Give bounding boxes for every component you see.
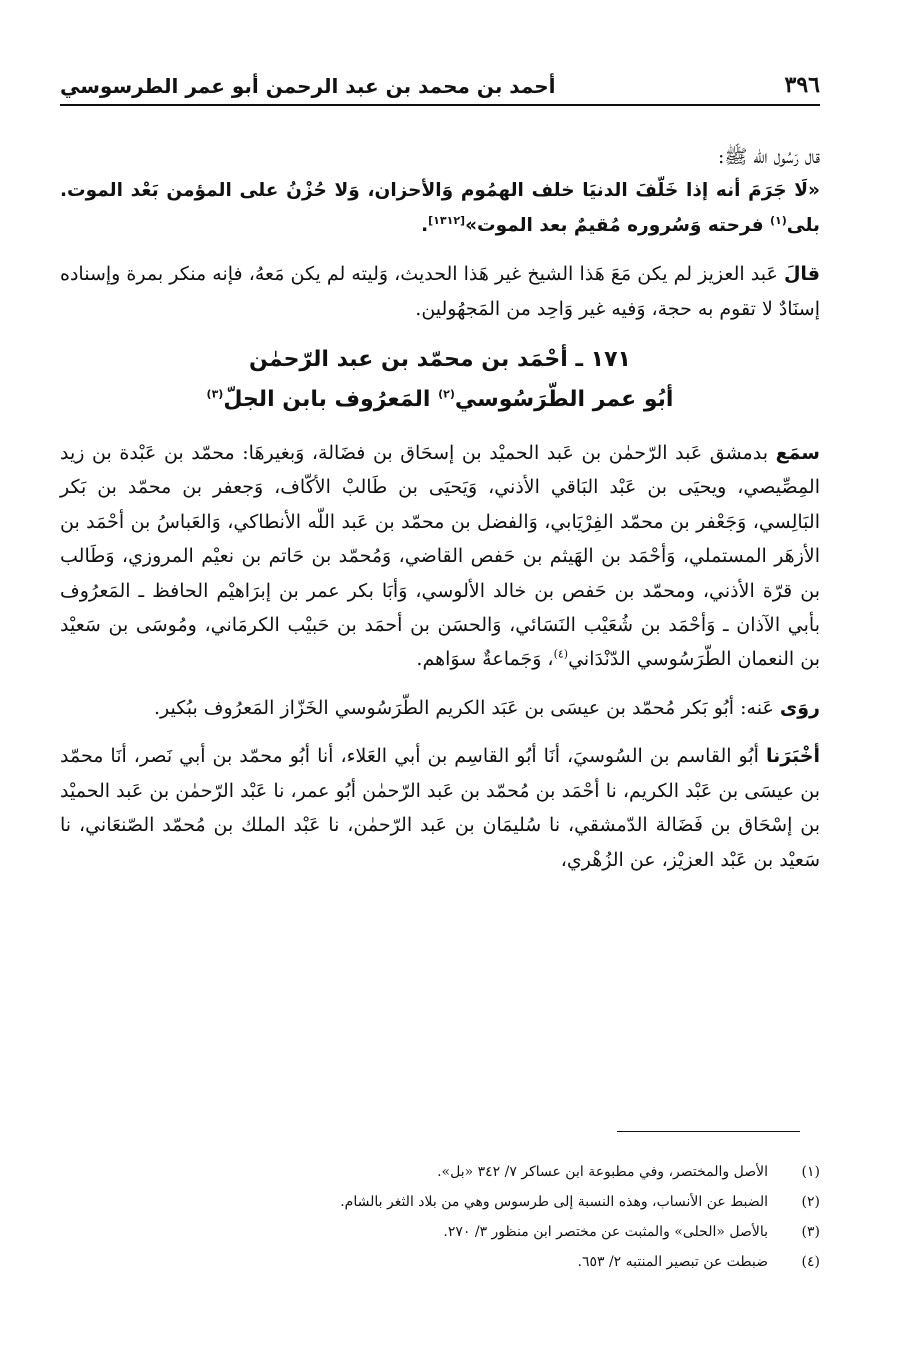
- isnad-text: أبُو القاسم بن السُوسيَ، أنَا أبُو القاسِم بن أبي العَلاء، أنا أبُو محمّد بن أبي نَصر، أنَا محمّد بن عيسَى بن عَبْد الكريم، نا أحْمَد بن مُحمّد بن عَبد الرّحمٰن أبُو عمر، نا عَبْد الرّحمٰن بن عَبد الحميْد بن إسْحَاق بن فَضَالة الدّمشقي، نا سُليمَان بن عَبد الرّحمٰن، نا عَبْد الملك بن مُحمّد الصّنعَاني، نا سَعيْد بن عَبْد العزيْز، عن الزُهْري،: [60, 745, 820, 871]
- hadith-text-part2: فرحته وَسُروره مُقيمٌ بعد الموت»: [465, 214, 770, 236]
- footnote-number: (٣): [801, 1224, 820, 1240]
- footnote-text: الأصل والمختصر، وفي مطبوعة ابن عساكر ٧/ ٣٤٢ «بل».: [437, 1164, 768, 1180]
- footnote-ref-1: (١): [770, 213, 787, 227]
- footnote: [60, 1247, 820, 1277]
- footnote-number: (٢): [801, 1194, 820, 1210]
- comment-text: عَبد العزيز لم يكن مَعَ هَذا الشيخ غير هَذا الحديث، وَليته لم يكن مَعهُ، فإنه منكر بمرة وإسناده إسنَادٌ لا تقوم به حجة، وَفيه غير وَاحِد من المَجهُولين.: [60, 263, 820, 320]
- main-text: [60, 140, 820, 877]
- hadith-text-part1: «لَا جَرَمَ أنه إذا خَلّفَ الدنيَا خلف الهمُوم وَالأحزان، وَلا حُزْنُ على المؤمن بَعْد الموت. بلى: [60, 180, 820, 236]
- footnote-number: (٤): [801, 1254, 820, 1270]
- isnad-keyword: أخْبَرَنا: [765, 745, 820, 768]
- footnote: [60, 1217, 820, 1247]
- footnote-ref-2: (٢): [438, 387, 455, 401]
- entry-heading-line2: [60, 380, 820, 420]
- comment-paragraph: [60, 257, 820, 326]
- entry-heading-laqab: المَعرُوف بابن الجلّ: [223, 387, 439, 413]
- heard-paragraph: [60, 436, 820, 677]
- heard-text-part2: ، وَجَماعةٌ سوَاهم.: [416, 648, 554, 671]
- hadith-intro: قال رَسُول الله ﷺ:: [717, 146, 820, 168]
- footnote-text: ضبطت عن تبصير المنتبه ٢/ ٦٥٣.: [577, 1254, 768, 1270]
- footnote-ref-4: (٤): [553, 648, 569, 662]
- footnote-text: بالأصل «الحلى» والمثبت عن مختصر ابن منظور ٣/ ٢٧٠.: [443, 1224, 768, 1240]
- narrated-keyword: روَى: [779, 696, 820, 719]
- narrated-paragraph: [60, 691, 820, 725]
- narrated-text: عَنه: أبُو بَكر مُحمّد بن عيسَى بن عَبَد الكريم الطّرَسُوسي الخَزّاز المَعرُوف ببُكير.: [153, 696, 780, 719]
- running-title: أحمد بن محمد بن عبد الرحمن أبو عمر الطرسوسي: [60, 74, 556, 98]
- isnad-paragraph: [60, 739, 820, 877]
- footnote-number: (١): [801, 1164, 820, 1180]
- footnote: [60, 1187, 820, 1217]
- heard-keyword: سمَع: [775, 442, 820, 465]
- footnote: [60, 1157, 820, 1187]
- entry-heading-line1: ١٧١ ـ أحْمَد بن محمّد بن عبد الرّحمٰن: [249, 347, 631, 373]
- entry-heading: [60, 340, 820, 420]
- comment-keyword: قالَ: [783, 263, 820, 286]
- heard-text-part1: بدمشق عَبد الرّحمٰن بن عَبد الحميْد بن إسحَاق بن فضَالة، وَبغيرهَا: محمّد بن عَبْدة بن زيد المِصِّيصي، ويحيَى بن عَبْد البَاقي الأذني، وَيَحيَى بن طَالبْ الأكّاف، وَجعفر بن محمّد بن بَكر البَالِسي، وَجَعْفر بن محمّد الفِرْيَابي، وَالفضل بن محمّد بن عَبد اللّه الأنطاكي، وَالعَباسُ بن أحْمَد بن الأزهَر المستملي، وَأحْمَد بن الهَيثم بن حَفص القاضي، وَمُحمّد بن حَاتم بن نعيْم المروزي، وَطَالب بن قرّة الأذني، ومحمّد بن حَفص بن خالد الألوسي، وَأبَا بكر عمر بن إبرَاهيْم الحافظ ـ المَعرُوف بأبي الآذان ـ وَأحْمَد بن شُعَيْب النَسَائي، وَالحسَن بن أحمَد بن حَبيْب الكرمَاني، ومُوسَى بن سَعيْد بن النعمان الطّرَسُوسي الدّنْدَاني: [60, 442, 820, 671]
- hadith-reference-number: [١٣١٢]: [428, 213, 466, 227]
- running-header: [60, 62, 820, 106]
- footnote-separator: [617, 1131, 800, 1132]
- footnotes: [60, 1157, 820, 1277]
- entry-heading-kunya: أبُو عمر الطّرَسُوسي: [454, 387, 674, 413]
- footnote-text: الضبط عن الأنساب، وهذه النسبة إلى طرسوس وهي من بلاد الثغر بالشام.: [340, 1194, 768, 1210]
- hadith-end: .: [421, 214, 429, 236]
- page-number: ٣٩٦: [784, 72, 820, 98]
- footnote-ref-3: (٣): [206, 387, 224, 401]
- hadith-text: [60, 174, 820, 243]
